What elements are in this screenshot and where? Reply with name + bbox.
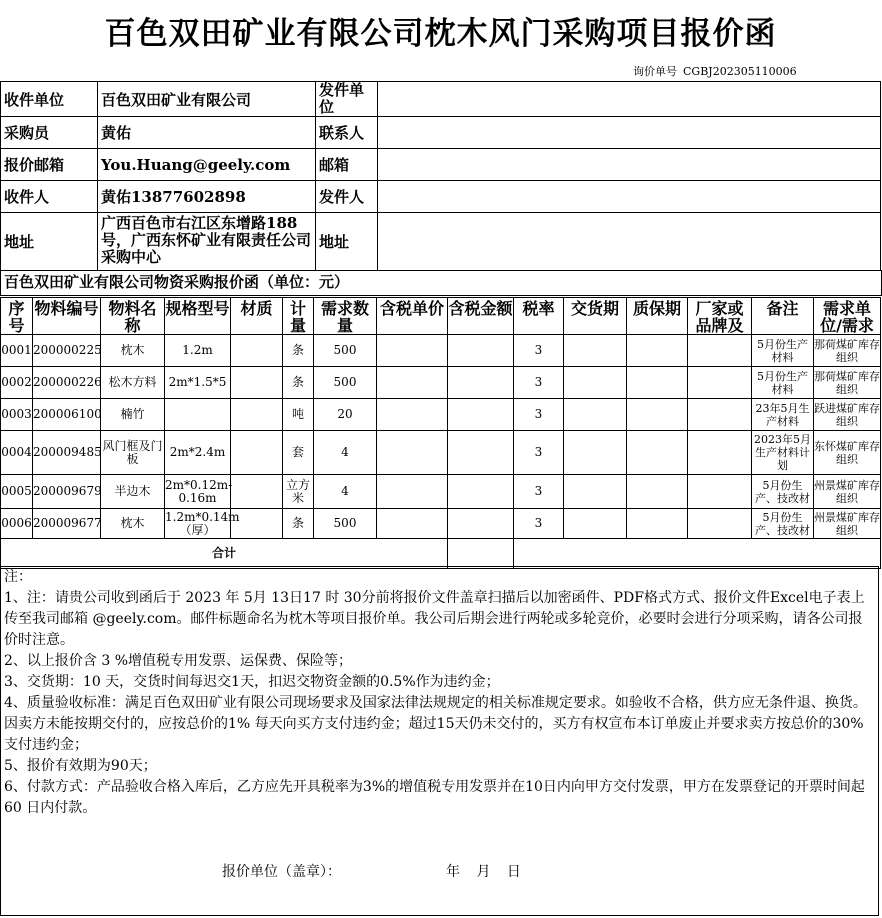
cell-dept: 州景煤矿库存组织 bbox=[814, 475, 881, 509]
cell-amount[interactable] bbox=[448, 509, 514, 539]
cell-name: 松木方料 bbox=[101, 367, 165, 399]
cell-material[interactable] bbox=[231, 367, 283, 399]
inquiry-value: CGBJ202305110006 bbox=[683, 65, 797, 78]
column-header: 计量 bbox=[283, 298, 314, 335]
cell-name: 楠竹 bbox=[101, 399, 165, 431]
cell-price[interactable] bbox=[377, 475, 448, 509]
signature-line bbox=[222, 861, 527, 881]
cell-code: 200000225 bbox=[33, 335, 101, 367]
cell-material[interactable] bbox=[231, 399, 283, 431]
cell-brand[interactable] bbox=[688, 431, 752, 475]
total-label: 合计 bbox=[1, 539, 448, 569]
cell-price[interactable] bbox=[377, 367, 448, 399]
sender-unit-label: 发件单位 bbox=[316, 82, 378, 117]
sign-label: 报价单位（盖章）： bbox=[222, 864, 341, 880]
cell-warranty[interactable] bbox=[627, 509, 688, 539]
sender-unit-value[interactable] bbox=[378, 82, 881, 117]
column-header: 质保期 bbox=[627, 298, 688, 335]
receiver-unit-label: 收件单位 bbox=[1, 82, 98, 117]
cell-name: 风门框及门板 bbox=[101, 431, 165, 475]
cell-material[interactable] bbox=[231, 335, 283, 367]
cell-delivery[interactable] bbox=[564, 399, 627, 431]
email-label: 报价邮箱 bbox=[1, 149, 98, 181]
mail-label: 邮箱 bbox=[316, 149, 378, 181]
cell-no: 0004 bbox=[1, 431, 33, 475]
cell-brand[interactable] bbox=[688, 367, 752, 399]
total-blank bbox=[514, 539, 881, 569]
cell-amount[interactable] bbox=[448, 335, 514, 367]
cell-code: 200009485 bbox=[33, 431, 101, 475]
table-header-row bbox=[1, 298, 881, 335]
sender-label: 发件人 bbox=[316, 181, 378, 213]
cell-spec: 1.2m bbox=[165, 335, 231, 367]
cell-code: 200000226 bbox=[33, 367, 101, 399]
sender-value[interactable] bbox=[378, 181, 881, 213]
cell-spec: 2m*0.12m-0.16m bbox=[165, 475, 231, 509]
page-title: 百色双田矿业有限公司枕木风门采购项目报价函 bbox=[104, 16, 777, 52]
sign-date: 年 月 日 bbox=[446, 864, 527, 880]
cell-delivery[interactable] bbox=[564, 509, 627, 539]
cell-qty: 4 bbox=[314, 431, 377, 475]
info-table bbox=[0, 81, 881, 271]
column-header: 规格型号 bbox=[165, 298, 231, 335]
column-header: 含税单价 bbox=[377, 298, 448, 335]
recipient-label: 收件人 bbox=[1, 181, 98, 213]
address-label: 地址 bbox=[1, 213, 98, 271]
receiver-unit-value[interactable]: 百色双田矿业有限公司 bbox=[98, 82, 316, 117]
cell-no: 0005 bbox=[1, 475, 33, 509]
items-table bbox=[0, 297, 881, 569]
table-row bbox=[1, 399, 881, 431]
column-header: 需求数量 bbox=[314, 298, 377, 335]
address2-value[interactable] bbox=[378, 213, 881, 271]
buyer-value[interactable]: 黄佑 bbox=[98, 117, 316, 149]
table-row bbox=[1, 431, 881, 475]
cell-name: 枕木 bbox=[101, 509, 165, 539]
table-row bbox=[1, 367, 881, 399]
column-header: 税率 bbox=[514, 298, 564, 335]
cell-name: 半边木 bbox=[101, 475, 165, 509]
cell-qty: 4 bbox=[314, 475, 377, 509]
cell-dept: 东怀煤矿库存组织 bbox=[814, 431, 881, 475]
total-amount[interactable] bbox=[448, 539, 514, 569]
cell-code: 200009677 bbox=[33, 509, 101, 539]
cell-delivery[interactable] bbox=[564, 367, 627, 399]
cell-brand[interactable] bbox=[688, 399, 752, 431]
cell-material[interactable] bbox=[231, 475, 283, 509]
cell-spec: 2m*1.5*5 bbox=[165, 367, 231, 399]
column-header: 备注 bbox=[752, 298, 814, 335]
cell-spec: 2m*2.4m bbox=[165, 431, 231, 475]
cell-price[interactable] bbox=[377, 431, 448, 475]
note-line: 6、付款方式：产品验收合格入库后，乙方应先开具税率为3%的增值税专用发票并在10日内向甲方交付发票，甲方在发票登记的开票时间起 60 日内付款。 bbox=[4, 779, 865, 816]
cell-tax: 3 bbox=[514, 399, 564, 431]
cell-remark: 2023年5月生产材料计划 bbox=[752, 431, 814, 475]
table-row bbox=[1, 475, 881, 509]
cell-spec: 1.2m*0.14m（厚） bbox=[165, 509, 240, 537]
buyer-label: 采购员 bbox=[1, 117, 98, 149]
cell-remark: 5月份生产、技改材 bbox=[752, 509, 814, 539]
column-header: 序号 bbox=[1, 298, 33, 335]
cell-dept: 州景煤矿库存组织 bbox=[814, 510, 880, 537]
address-value[interactable]: 广西百色市右江区东增路188号，广西东怀矿业有限责任公司采购中心 bbox=[98, 213, 316, 271]
cell-unit: 条 bbox=[283, 367, 314, 399]
cell-dept: 跃进煤矿库存组织 bbox=[814, 399, 881, 431]
note-line: 注： bbox=[4, 569, 32, 585]
cell-name: 枕木 bbox=[101, 335, 165, 367]
cell-brand[interactable] bbox=[688, 475, 752, 509]
cell-warranty[interactable] bbox=[627, 367, 688, 399]
cell-no: 0001 bbox=[1, 335, 33, 367]
cell-unit: 套 bbox=[283, 431, 314, 475]
cell-no: 0006 bbox=[1, 509, 33, 539]
cell-no: 0002 bbox=[1, 367, 33, 399]
column-header: 交货期 bbox=[564, 298, 627, 335]
cell-price[interactable] bbox=[377, 509, 448, 539]
recipient-value[interactable]: 黄佑13877602898 bbox=[98, 181, 316, 213]
cell-code: 200009679 bbox=[33, 475, 101, 509]
cell-price[interactable] bbox=[377, 399, 448, 431]
column-header: 厂家或品牌及 bbox=[688, 298, 752, 335]
column-header: 物料编号 bbox=[33, 298, 101, 335]
cell-tax: 3 bbox=[514, 335, 564, 367]
cell-amount[interactable] bbox=[448, 431, 514, 475]
cell-tax: 3 bbox=[514, 431, 564, 475]
inquiry-label: 询价单号 bbox=[633, 65, 677, 78]
inquiry-number bbox=[633, 63, 797, 79]
cell-brand[interactable] bbox=[688, 335, 752, 367]
column-header: 需求单位/需求 bbox=[814, 298, 881, 335]
address2-label: 地址 bbox=[316, 213, 378, 271]
note-line: 1、注：请贵公司收到函后于 2023 年 5月 13日17 时 30分前将报价文件盖章扫描后以加密函件、PDF格式方式、报价文件Excel电子表上传至我司邮箱 @geely.com。邮件标题命名为枕木等项目报价单。我公司后期会进行两轮或多轮竞价，必要时会进行分项采购，请各公司报价时注意。 bbox=[4, 590, 865, 648]
cell-material[interactable] bbox=[231, 431, 283, 475]
column-header: 物料名称 bbox=[101, 298, 165, 335]
note-line: 3、交货期：10 天，交货时间每迟交1天，扣迟交物资金额的0.5%作为违约金； bbox=[4, 674, 500, 690]
cell-delivery[interactable] bbox=[564, 431, 627, 475]
cell-no: 0003 bbox=[1, 399, 33, 431]
cell-amount[interactable] bbox=[448, 399, 514, 431]
cell-delivery[interactable] bbox=[564, 475, 627, 509]
cell-warranty[interactable] bbox=[627, 399, 688, 431]
cell-warranty[interactable] bbox=[627, 475, 688, 509]
cell-amount[interactable] bbox=[448, 475, 514, 509]
cell-remark: 23年5月生产材料 bbox=[752, 399, 814, 431]
cell-unit: 条 bbox=[283, 509, 314, 539]
mail-value[interactable] bbox=[378, 149, 881, 181]
cell-dept: 那荷煤矿库存组织 bbox=[814, 367, 881, 399]
cell-amount[interactable] bbox=[448, 367, 514, 399]
cell-delivery[interactable] bbox=[564, 335, 627, 367]
cell-warranty[interactable] bbox=[627, 431, 688, 475]
cell-qty: 20 bbox=[314, 399, 377, 431]
column-header: 材质 bbox=[231, 298, 283, 335]
cell-remark: 5月份生产、技改材 bbox=[752, 475, 814, 509]
note-line: 5、报价有效期为90天； bbox=[4, 758, 157, 774]
cell-tax: 3 bbox=[514, 509, 564, 539]
email-value[interactable]: You.Huang@geely.com bbox=[98, 149, 316, 181]
cell-qty: 500 bbox=[314, 509, 377, 539]
cell-qty: 500 bbox=[314, 335, 377, 367]
cell-tax: 3 bbox=[514, 367, 564, 399]
cell-remark: 5月份生产材料 bbox=[752, 367, 814, 399]
table-row bbox=[1, 335, 881, 367]
contact-label: 联系人 bbox=[316, 117, 378, 149]
cell-unit: 条 bbox=[283, 335, 314, 367]
note-line: 4、质量验收标准：满足百色双田矿业有限公司现场要求及国家法律法规规定的相关标准规定要求。如验收不合格，供方应无条件退、换货。因卖方未能按期交付的，应按总价的1% 每天向买方支付违约金；超过15天仍未交付的，买方有权宣布本订单废止并要求卖方按总价的30%支付违约金； bbox=[4, 695, 867, 753]
total-row bbox=[1, 539, 881, 569]
cell-unit: 吨 bbox=[283, 399, 314, 431]
table-subtitle: 百色双田矿业有限公司物资采购报价函（单位：元） bbox=[0, 270, 882, 296]
cell-warranty[interactable] bbox=[627, 335, 688, 367]
cell-tax: 3 bbox=[514, 475, 564, 509]
cell-brand[interactable] bbox=[688, 509, 752, 539]
column-header: 含税金额 bbox=[448, 298, 514, 335]
contact-value[interactable] bbox=[378, 117, 881, 149]
note-line: 2、以上报价含 3 %增值税专用发票、运保费、保险等； bbox=[4, 653, 353, 669]
table-row bbox=[1, 509, 881, 539]
cell-qty: 500 bbox=[314, 367, 377, 399]
cell-spec bbox=[165, 399, 231, 431]
cell-price[interactable] bbox=[377, 335, 448, 367]
cell-code: 200006100 bbox=[33, 399, 101, 431]
cell-unit: 立方米 bbox=[283, 475, 314, 509]
cell-remark: 5月份生产材料 bbox=[752, 335, 814, 367]
cell-dept: 那荷煤矿库存组织 bbox=[814, 335, 881, 367]
